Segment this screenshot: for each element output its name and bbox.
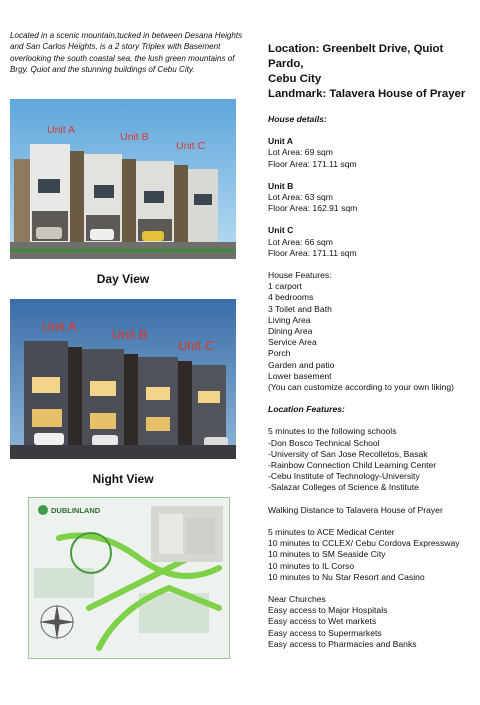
schools-intro: 5 minutes to the following schools [268, 426, 397, 437]
details-column [268, 42, 473, 650]
access-item: Easy access to Supermarkets [268, 627, 382, 638]
night-view-caption: Night View [92, 472, 154, 486]
feature-item: Lower basement [268, 370, 332, 381]
unit-a-name: Unit A [268, 136, 293, 147]
landmark-line: Landmark: Talavera House of Prayer [268, 88, 466, 100]
day-unit-a-label: Unit A [47, 124, 76, 136]
school-item: -Salazar Colleges of Science & Institute [268, 482, 419, 493]
access-item: Easy access to Major Hospitals [268, 605, 388, 616]
feature-item: 4 bedrooms [268, 292, 314, 303]
school-item: -University of San Jose Recolletos, Basak [268, 448, 428, 459]
time-item: 10 minutes to IL Corso [268, 560, 355, 571]
feature-item: 1 carport [268, 281, 302, 292]
unit-b-floor: Floor Area: 162.91 sqm [268, 203, 358, 214]
unit-c-floor: Floor Area: 171.11 sqm [268, 247, 357, 258]
time-item: 5 minutes to ACE Medical Center [268, 526, 395, 537]
day-unit-c-label: Unit C [176, 140, 206, 152]
unit-c-name: Unit C [268, 225, 294, 236]
night-unit-a-label: Unit A [42, 319, 77, 334]
feature-item: Dining Area [268, 326, 313, 337]
feature-item: (You can customize according to your own liking) [268, 382, 454, 393]
night-unit-b-label: Unit B [112, 327, 148, 342]
day-unit-b-label: Unit B [120, 131, 149, 143]
access-item: Easy access to Wet markets [268, 616, 377, 627]
feature-item: Service Area [268, 337, 317, 348]
school-item: -Don Bosco Technical School [268, 437, 380, 448]
unit-a-floor: Floor Area: 171.11 sqm [268, 158, 357, 169]
day-view-image [10, 99, 236, 259]
location-line-2: Cebu City [268, 73, 322, 85]
walking-distance: Walking Distance to Talavera House of Prayer [268, 504, 443, 515]
house-features-heading: House Features: [268, 270, 332, 281]
day-view-caption: Day View [96, 272, 150, 286]
time-item: 10 minutes to Nu Star Resort and Casino [268, 571, 425, 582]
feature-item: Living Area [268, 314, 311, 325]
night-unit-c-label: Unit C [178, 338, 215, 353]
unit-c-lot: Lot Area: 66 sqm [268, 236, 333, 247]
house-details-heading: House details: [268, 114, 327, 124]
unit-a-lot: Lot Area: 69 sqm [268, 147, 333, 158]
location-line-1: Location: Greenbelt Drive, Quiot Pardo, [268, 43, 444, 70]
unit-b-name: Unit B [268, 180, 294, 191]
feature-item: 3 Toilet and Bath [268, 303, 332, 314]
feature-item: Garden and patio [268, 359, 335, 370]
access-item: Near Churches [268, 593, 326, 604]
map-brand: DUBLINLAND [51, 506, 101, 515]
school-item: -Cebu Institute of Technology-University [268, 471, 420, 482]
time-item: 10 minutes to CCLEX/ Cebu Cordova Expressway [268, 538, 460, 549]
school-item: -Rainbow Connection Child Learning Center [268, 460, 437, 471]
vicinity-map [28, 497, 230, 659]
intro-paragraph: Located in a scenic mountain,tucked in between Desana Heights and San Carlos Heights, is a 2 story Triplex with Basement overlooking the south coastal sea, the lush green mountains of Brgy. Quiot and the stunning buildings of Cebu City. [10, 31, 243, 74]
time-item: 10 minutes to SM Seaside City [268, 549, 386, 560]
unit-b-lot: Lot Area: 63 sqm [268, 192, 333, 203]
location-features-heading: Location Features: [268, 404, 345, 415]
access-item: Easy access to Pharmacies and Banks [268, 638, 417, 649]
feature-item: Porch [268, 348, 291, 359]
night-view-image [10, 299, 236, 459]
